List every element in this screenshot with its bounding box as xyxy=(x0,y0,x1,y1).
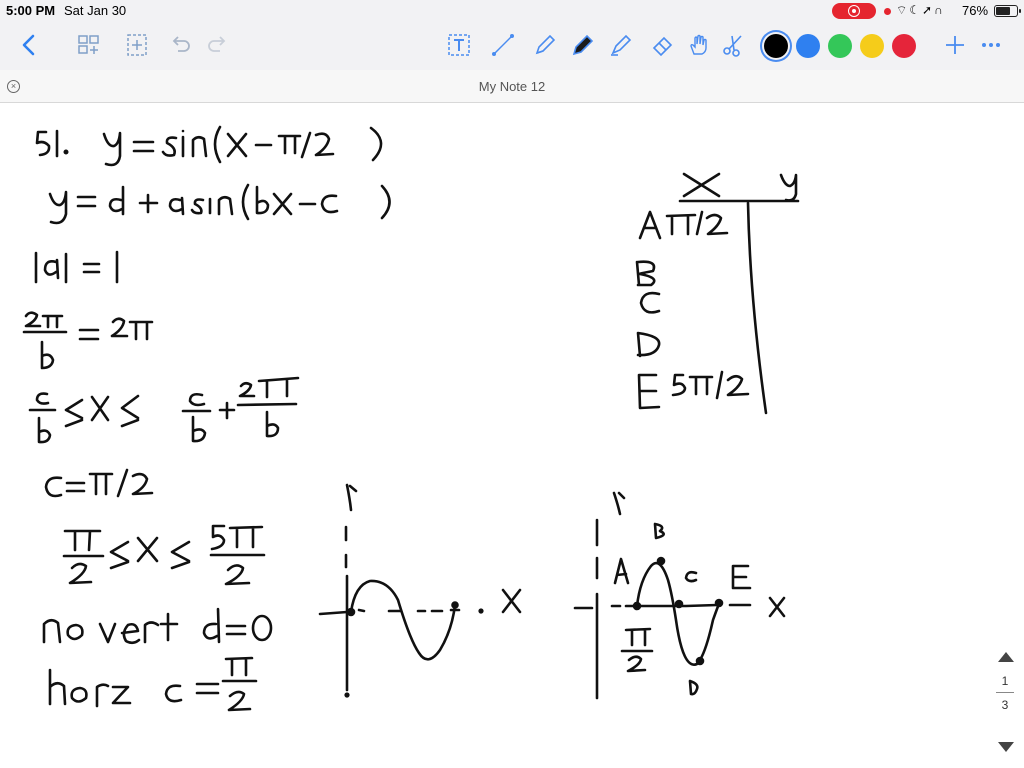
grid-icon xyxy=(76,32,102,58)
color-swatch-black[interactable] xyxy=(764,34,788,58)
close-icon[interactable]: × xyxy=(7,80,20,93)
color-swatch-blue[interactable] xyxy=(796,34,820,58)
more-icon xyxy=(978,32,1004,58)
screen-recording-icon[interactable] xyxy=(832,3,876,19)
recording-indicator-icon xyxy=(884,8,891,15)
fountain-pen-icon xyxy=(570,32,596,58)
add-page-button[interactable] xyxy=(122,30,152,60)
line-tool-button[interactable] xyxy=(488,30,518,60)
redo-icon xyxy=(204,32,230,58)
page-grid-button[interactable] xyxy=(74,30,104,60)
line-icon xyxy=(490,32,516,58)
page-divider xyxy=(996,692,1014,693)
undo-button[interactable] xyxy=(166,30,196,60)
status-date: Sat Jan 30 xyxy=(64,3,127,18)
scissors-icon xyxy=(720,32,746,58)
hand-icon xyxy=(686,32,712,58)
pen-tool-button[interactable] xyxy=(530,30,560,60)
add-element-button[interactable] xyxy=(940,30,970,60)
back-button[interactable] xyxy=(14,30,44,60)
more-button[interactable] xyxy=(976,30,1006,60)
color-swatch-yellow[interactable] xyxy=(860,34,884,58)
previous-page-button[interactable] xyxy=(998,652,1014,662)
wifi-moon-location-headphones-icons: ⌔☾➚∩ xyxy=(896,3,945,17)
add-page-icon xyxy=(124,32,150,58)
toolbar xyxy=(0,22,1024,70)
battery-icon xyxy=(994,5,1018,17)
highlighter-tool-button[interactable] xyxy=(606,30,636,60)
pen-icon xyxy=(532,32,558,58)
color-swatch-red[interactable] xyxy=(892,34,916,58)
document-title-bar xyxy=(0,70,1024,103)
text-tool-button[interactable] xyxy=(444,30,474,60)
battery-percent: 76% xyxy=(962,3,989,18)
eraser-icon xyxy=(650,32,676,58)
plus-icon xyxy=(942,32,968,58)
redo-button[interactable] xyxy=(202,30,232,60)
text-box-icon xyxy=(446,32,472,58)
page-navigator xyxy=(990,648,1020,760)
document-title: My Note 12 xyxy=(478,79,546,94)
eraser-tool-button[interactable] xyxy=(648,30,678,60)
status-bar xyxy=(0,0,1024,22)
chevron-left-icon xyxy=(16,32,42,58)
current-page-number: 1 xyxy=(1001,674,1009,688)
status-time: 5:00 PM xyxy=(6,3,56,18)
handwriting-strokes xyxy=(0,103,1024,768)
lasso-tool-button[interactable] xyxy=(718,30,748,60)
highlighter-icon xyxy=(608,32,634,58)
next-page-button[interactable] xyxy=(998,742,1014,752)
handwritten-note-canvas[interactable] xyxy=(0,103,1024,768)
fountain-pen-tool-button[interactable] xyxy=(568,30,598,60)
total-pages: 3 xyxy=(1001,698,1009,712)
hand-tool-button[interactable] xyxy=(684,30,714,60)
color-swatch-green[interactable] xyxy=(828,34,852,58)
undo-icon xyxy=(168,32,194,58)
